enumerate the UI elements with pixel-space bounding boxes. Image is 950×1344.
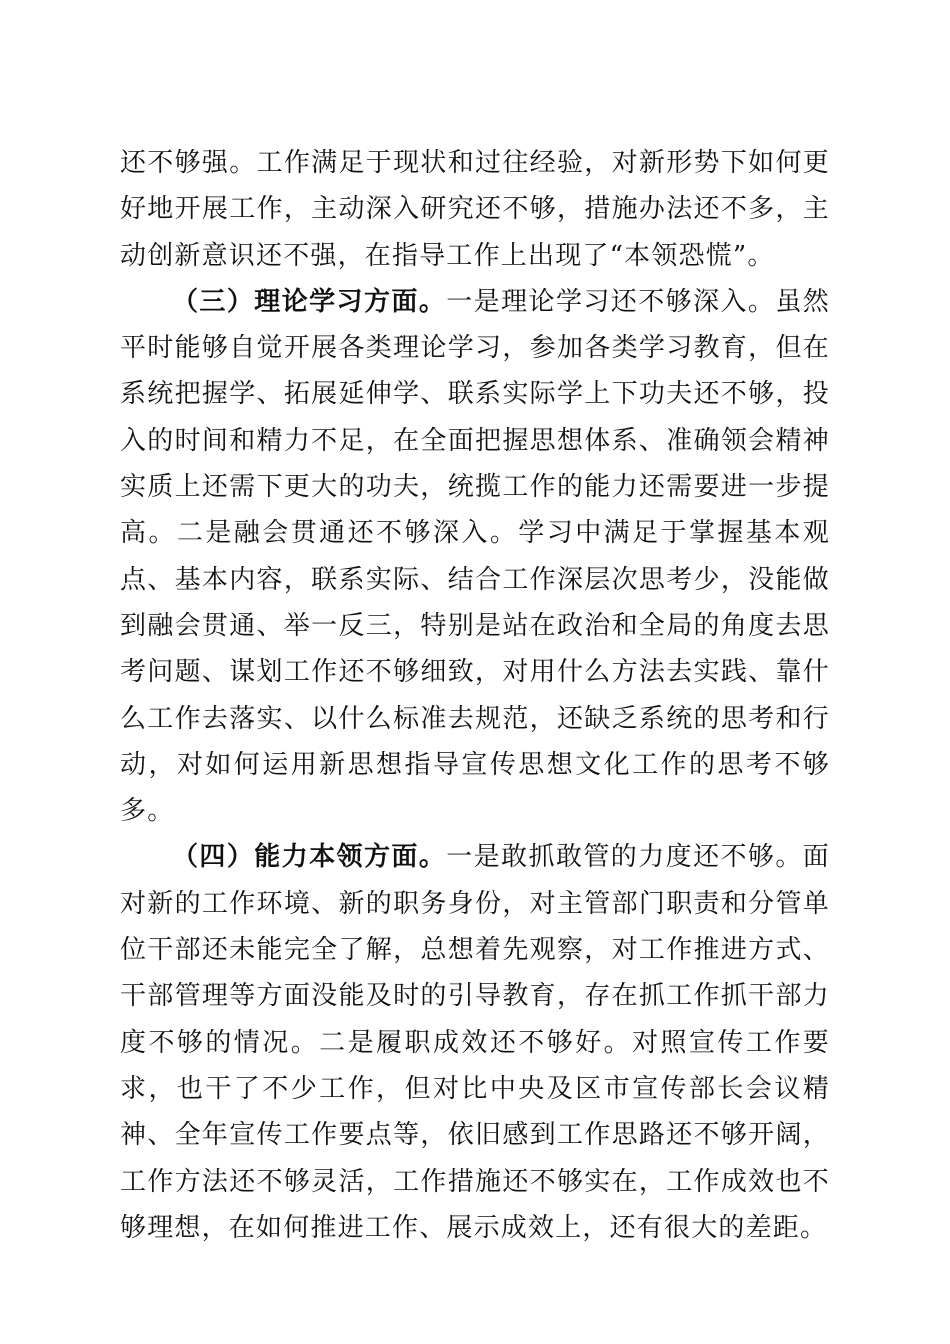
paragraph-body: 一是敢抓敢管的力度还不够。面对新的工作环境、新的职务身份，对主管部门职责和分管单位干部还未能完全了解，总想着先观察，对工作推进方式、干部管理等方面没能及时的引导教育，存在抓工作抓干部力度不够的情况。二是履职成效还不够好。对照宣传工作要求，也干了不少工作，但对比中央及区市宣传部长会议精神、全年宣传工作要点等，依旧感到工作思路还不够开阔，工作方法还不够灵活，工作措施还不够实在，工作成效也不够理想，在如何推进工作、展示成效上，还有很大的差距。 — [120, 842, 830, 1243]
paragraph-ability — [120, 834, 830, 1251]
paragraph-body: 还不够强。工作满足于现状和过往经验，对新形势下如何更好地开展工作，主动深入研究还不够，措施办法还不多，主动创新意识还不强，在指导工作上出现了“本领恐慌”。 — [120, 148, 830, 271]
document-page — [120, 140, 830, 1251]
paragraph-body: 一是理论学习还不够深入。虽然平时能够自觉开展各类理论学习，参加各类学习教育，但在系统把握学、拓展延伸学、联系实际学上下功夫还不够，投入的时间和精力不足，在全面把握思想体系、准确领会精神实质上还需下更大的功夫，统揽工作的能力还需要进一步提高。二是融会贯通还不够深入。学习中满足于掌握基本观点、基本内容，联系实际、结合工作深层次思考少，没能做到融会贯通、举一反三，特别是站在政治和全局的角度去思考问题、谋划工作还不够细致，对用什么方法去实践、靠什么工作去落实、以什么标准去规范，还缺乏系统的思考和行动，对如何运用新思想指导宣传思想文化工作的思考不够多。 — [120, 286, 830, 827]
paragraph-continuation — [120, 140, 830, 279]
paragraph-theory-study — [120, 279, 830, 835]
section-heading-theory-study: （三）理论学习方面。 — [172, 286, 447, 317]
section-heading-ability: （四）能力本领方面。 — [172, 842, 447, 873]
